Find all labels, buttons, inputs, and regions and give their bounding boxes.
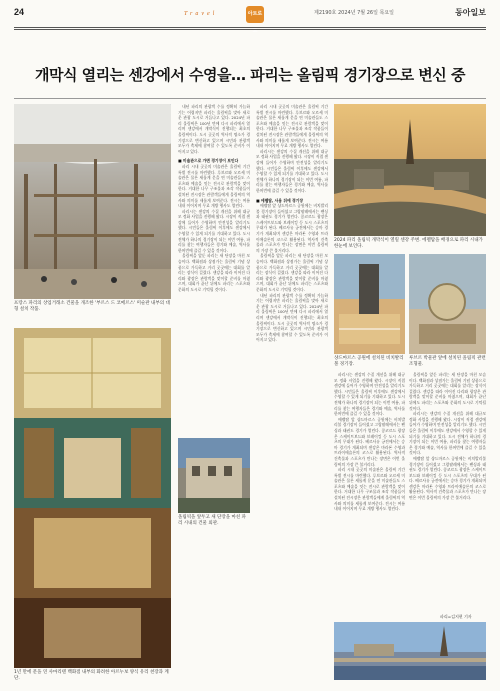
mid-photo-caption: 올림픽을 앞두고 새 단장을 마친 파리 시내의 건물 외관. bbox=[178, 515, 247, 526]
beach-volleyball-photo bbox=[334, 254, 405, 354]
column-2-body-cont: 올림픽을 앞둔 파리는 새 단장을 마친 모습이다. 백화점과 상점가는 올림픽 기념 상품으로 가득하고 거리 곳곳에는 대회를 알리는 장식이 걸렸다. 센강을 따라 이어진 다리와 광장은 관람객을 맞이할 준비를 마쳤으며, 대회가 끝난 뒤에도 파리는 스포츠와 문화의 도시로 기억될 것이다. bbox=[256, 253, 328, 292]
column-1-body: 파리 시내 곳곳의 미술관은 올림픽 기간 특별 전시를 마련했다. 루브르와 오르세 미술관은 물론 새롭게 문을 연 미술관들도 스포츠와 예술을 잇는 전시로 관람객을 맞이한다. 거대한 나무 구조물과 조각 작품들이 설치된 전시장은 관람객들에게 올림픽의 역사와 의미를 새롭게 보여준다. 전시는 여름 내내 이어지며 무료 개방 행사도 열린다. bbox=[178, 163, 250, 209]
column-1-body-cont2: 올림픽을 앞둔 파리는 새 단장을 마친 모습이다. 백화점과 상점가는 올림픽 기념 상품으로 가득하고 거리 곳곳에는 대회를 알리는 장식이 걸렸다. 센강을 따라 이어진 다리와 광장은 관람객을 맞이할 준비를 마쳤으며, 대회가 끝난 뒤에도 파리는 스포츠와 문화의 도시로 기억될 것이다. bbox=[178, 253, 250, 292]
paris-aerial-photo bbox=[334, 104, 486, 236]
right-small-photo-caption: 루브르 박물관 앞에 설치된 올림픽 관련 조형물. bbox=[409, 356, 486, 367]
column-4-body-cont: 파리시는 센강의 수질 개선을 위해 대규모 정화 사업을 진행해 왔다. 시장이 직접 센강에 들어가 수영하며 안전성을 알리기도 했다. 시민들은 올림픽 이후에도 센강에서 수영할 수 있게 되기를 기대하고 있다. 도시 전체가 하나의 경기장이 되는 이번 여름, 파리를 찾는 여행자들은 경기와 예술, 역사를 한꺼번에 즐길 수 있을 것이다. bbox=[409, 411, 486, 456]
column-1-subheading: ■ 미술관으로 가면 경기장이 보인다 bbox=[178, 158, 239, 164]
column-3-body-cont2: 파리 시내 곳곳의 미술관은 올림픽 기간 특별 전시를 마련했다. 루브르와 오르세 미술관은 물론 새롭게 문을 연 미술관들도 스포츠와 예술을 잇는 전시로 관람객을 맞이한다. 거대한 나무 구조물과 조각 작품들이 설치된 전시장은 관람객들에게 올림픽의 역사와 의미를 새롭게 보여준다. 전시는 여름 내내 이어지며 무료 개방 행사도 열린다. bbox=[334, 467, 405, 512]
newspaper-name: 동아일보 bbox=[455, 7, 486, 17]
byline: 파리=김지현 기자 bbox=[440, 614, 472, 619]
section-badge: 아트로드 bbox=[246, 6, 264, 23]
column-4-body: 올림픽을 앞둔 파리는 새 단장을 마친 모습이다. 백화점과 상점가는 올림픽 기념 상품으로 가득하고 거리 곳곳에는 대회를 알리는 장식이 걸렸다. 센강을 따라 이어진 다리와 광장은 관람객을 맞이할 준비를 마쳤으며, 대회가 끝난 뒤에도 파리는 스포츠와 문화의 도시로 기억될 것이다. bbox=[409, 372, 486, 411]
department-store-photo bbox=[14, 328, 171, 668]
column-2-body-b: 파리시는 센강의 수질 개선을 위해 대규모 정화 사업을 진행해 왔다. 시장이 직접 센강에 들어가 수영하며 안전성을 알리기도 했다. 시민들은 올림픽 이후에도 센강에서 수영할 수 있게 되기를 기대하고 있다. 도시 전체가 하나의 경기장이 되는 이번 여름, 파리를 찾는 여행자들은 경기와 예술, 역사를 한꺼번에 즐길 수 있을 것이다. bbox=[256, 148, 328, 193]
article-column-2 bbox=[256, 104, 328, 668]
headline-rule bbox=[14, 98, 486, 99]
column-3-body-cont: 에펠탑 앞 샹드마르스 공원에는 비치발리볼 경기장이 들어섰고 그랑팔레에서는 펜싱과 태권도 경기가 열린다. 콩코르드 광장은 스케이트보드와 브레이킹 등 도시 스포츠의 무대가 된다. 베르사유 궁전에서는 승마 경기가 개최되며 센강은 마라톤 수영과 트라이애슬론의 코스로 활용된다. 역사적 건축물과 스포츠가 만나는 장면은 이번 올림픽의 가장 큰 볼거리다. bbox=[334, 416, 405, 467]
issue-info: 제2190호 2024년 7월 26일 목요일 bbox=[314, 10, 394, 16]
headline: 개막식 열리는 센강에서 수영을… 파리는 올림픽 경기장으로 변신 중 bbox=[34, 66, 465, 84]
column-4-body-cont2: 에펠탑 앞 샹드마르스 공원에는 비치발리볼 경기장이 들어섰고 그랑팔레에서는 펜싱과 태권도 경기가 열린다. 콩코르드 광장은 스케이트보드와 브레이킹 등 도시 스포츠의 무대가 된다. 베르사유 궁전에서는 승마 경기가 개최되며 센강은 마라톤 수영과 트라이애슬론의 코스로 활용된다. 역사적 건축물과 스포츠가 만나는 장면은 이번 올림픽의 가장 큰 볼거리다. bbox=[409, 455, 486, 501]
article-column-3 bbox=[334, 372, 405, 612]
column-2-body-cont2: 내년 파리의 관광객 수를 정확히 가늠하기는 어렵지만 파리는 올림픽을 맞아 새로운 관광 도시로 거듭나고 있다. 2024년 파리 올림픽은 100년 만에 다시 파리에서 열리며 센강에서 개막식이 진행되는 최초의 올림픽이다. 도시 곳곳의 역사적 명소가 경기장으로 변신하고 있으며 시민과 관광객 모두가 축제에 참여할 수 있도록 준비가 이어지고 있다. bbox=[256, 292, 328, 343]
column-1-intro: 내년 파리의 관광객 수를 정확히 가늠하기는 어렵지만 파리는 올림픽을 맞아 새로운 관광 도시로 거듭나고 있다. 2024년 파리 올림픽은 100년 만에 다시 파리에서 열리며 센강에서 개막식이 진행되는 최초의 올림픽이다. 도시 곳곳의 역사적 명소가 경기장으로 변신하고 있으며 시민과 관광객 모두가 축제에 참여할 수 있도록 준비가 이어지고 있다. bbox=[178, 104, 250, 154]
building-exterior-photo bbox=[178, 438, 250, 513]
right-mid-photo-caption: 샹드마르스 공원에 설치된 비치발리볼 경기장. bbox=[334, 356, 404, 367]
header-rule-thin bbox=[14, 29, 486, 30]
column-2-subheading: ■ 에펠탑, 사용 뒤에 경기장 bbox=[256, 197, 303, 203]
section-title: Travel bbox=[184, 11, 218, 17]
column-2-body-a: 파리 시내 곳곳의 미술관은 올림픽 기간 특별 전시를 마련했다. 루브르와 오르세 미술관은 물론 새롭게 문을 연 미술관들도 스포츠와 예술을 잇는 전시로 관람객을 맞이한다. 거대한 나무 구조물과 조각 작품들이 설치된 전시장은 관람객들에게 올림픽의 역사와 의미를 새롭게 보여준다. 전시는 여름 내내 이어지며 무료 개방 행사도 열린다. bbox=[256, 104, 328, 149]
louvre-sculpture-photo bbox=[409, 254, 486, 354]
column-3-body: 파리시는 센강의 수질 개선을 위해 대규모 정화 사업을 진행해 왔다. 시장이 직접 센강에 들어가 수영하며 안전성을 알리기도 했다. 시민들은 올림픽 이후에도 센강에서 수영할 수 있게 되기를 기대하고 있다. 도시 전체가 하나의 경기장이 되는 이번 여름, 파리를 찾는 여행자들은 경기와 예술, 역사를 한꺼번에 즐길 수 있을 것이다. bbox=[334, 372, 405, 417]
right-top-photo-caption: 2024 파리 올림픽 개막식이 열릴 센강 주변. 에펠탑을 배경으로 파리 시내가 한눈에 보인다. bbox=[334, 238, 483, 249]
page-number: 24 bbox=[14, 7, 25, 17]
header-rule bbox=[14, 27, 486, 28]
column-1-body-cont: 파리시는 센강의 수질 개선을 위해 대규모 정화 사업을 진행해 왔다. 시장이 직접 센강에 들어가 수영하며 안전성을 알리기도 했다. 시민들은 올림픽 이후에도 센강에서 수영할 수 있게 되기를 기대하고 있다. 도시 전체가 하나의 경기장이 되는 이번 여름, 파리를 찾는 여행자들은 경기와 예술, 역사를 한꺼번에 즐길 수 있을 것이다. bbox=[178, 208, 250, 253]
main-photo-caption: 프랑스 파리의 상업거래소 건물을 개조한 '부르스 드 코메르스' 미술관 내부의 대형 설치 작품. bbox=[14, 301, 170, 312]
article-column-4 bbox=[409, 372, 486, 612]
seine-eiffel-photo bbox=[334, 622, 486, 680]
column-2-body: 에펠탑 앞 샹드마르스 공원에는 비치발리볼 경기장이 들어섰고 그랑팔레에서는 펜싱과 태권도 경기가 열린다. 콩코르드 광장은 스케이트보드와 브레이킹 등 도시 스포츠의 무대가 된다. 베르사유 궁전에서는 승마 경기가 개최되며 센강은 마라톤 수영과 트라이애슬론의 코스로 활용된다. 역사적 건축물과 스포츠가 만나는 장면은 이번 올림픽의 가장 큰 볼거리다. bbox=[256, 203, 328, 253]
page-header bbox=[14, 6, 486, 34]
gallery-installation-photo bbox=[14, 104, 171, 299]
article-column-1 bbox=[178, 104, 250, 434]
bottom-photo-caption: 1년 만에 문을 연 사마리텐 백화점 내부의 화려한 아르누보 양식 유리 천장과 계단. bbox=[14, 670, 169, 681]
